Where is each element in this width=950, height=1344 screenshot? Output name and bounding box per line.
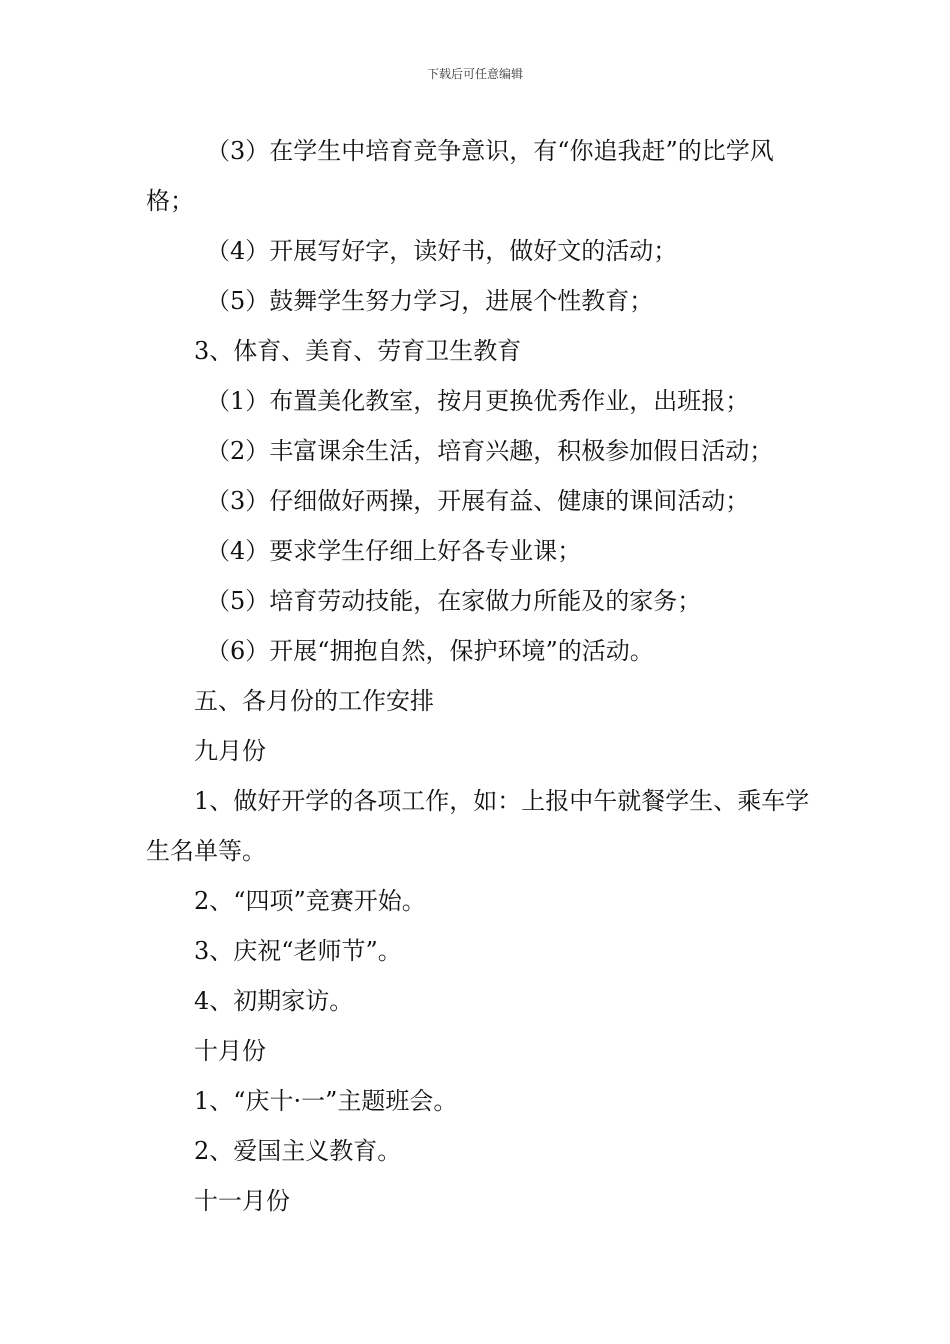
section-heading: 五、各月份的工作安排 <box>194 687 434 715</box>
paragraph: （5）鼓舞学生努力学习，进展个性教育； <box>206 287 654 315</box>
paragraph: 4、初期家访。 <box>194 987 354 1015</box>
paragraph: （4）开展写好字，读好书，做好文的活动； <box>206 237 678 265</box>
document-body <box>146 126 810 1226</box>
paragraph: （2）丰富课余生活，培育兴趣，积极参加假日活动； <box>206 437 774 465</box>
paragraph: 3、庆祝“老师节”。 <box>194 937 402 965</box>
paragraph: 2、爱国主义教育。 <box>194 1137 402 1165</box>
paragraph: （3）在学生中培育竞争意识，有“你追我赶”的比学风格； <box>146 137 774 215</box>
paragraph: 2、“四项”竞赛开始。 <box>194 887 426 915</box>
month-heading: 十一月份 <box>194 1187 290 1215</box>
paragraph: （4）要求学生仔细上好各专业课； <box>206 537 582 565</box>
month-heading: 九月份 <box>194 737 266 765</box>
section-heading: 3、体育、美育、劳育卫生教育 <box>194 337 522 365</box>
month-heading: 十月份 <box>194 1037 266 1065</box>
paragraph: 1、做好开学的各项工作，如：上报中午就餐学生、乘车学生名单等。 <box>146 787 810 865</box>
paragraph: （1）布置美化教室，按月更换优秀作业，出班报； <box>206 387 750 415</box>
paragraph: （6）开展“拥抱自然，保护环境”的活动。 <box>206 637 654 665</box>
paragraph: （3）仔细做好两操，开展有益、健康的课间活动； <box>206 487 750 515</box>
paragraph: 1、“庆十·一”主题班会。 <box>194 1087 458 1115</box>
page-header: 下载后可任意编辑 <box>426 67 523 81</box>
paragraph: （5）培育劳动技能，在家做力所能及的家务； <box>206 587 702 615</box>
